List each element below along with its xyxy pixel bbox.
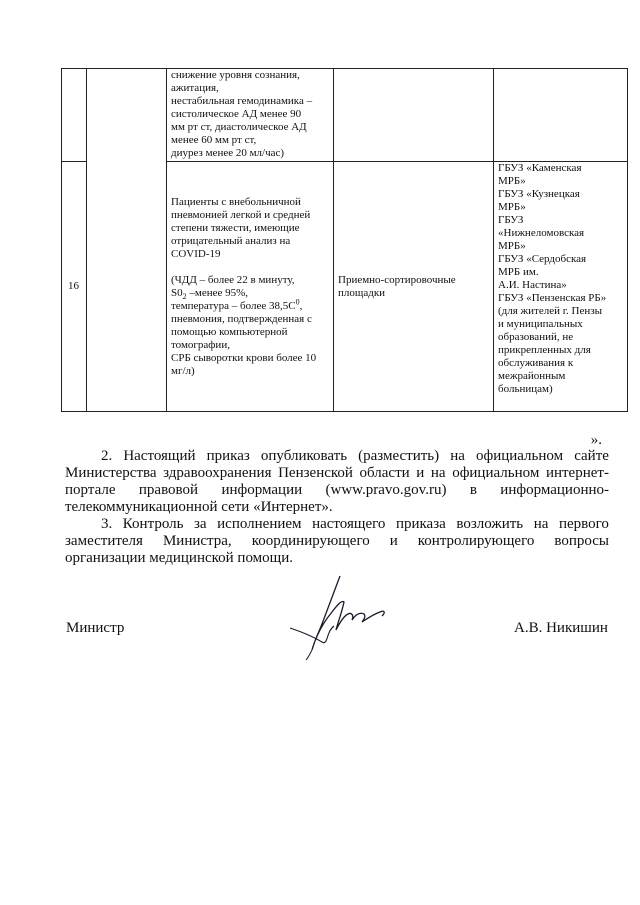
word: в [469, 482, 477, 498]
word: и [389, 533, 398, 549]
word: портале [65, 482, 116, 498]
word: Пензенской [278, 465, 353, 481]
criteria-line: нестабильная гемодинамика – [171, 95, 313, 107]
cell-number-empty [62, 69, 87, 162]
word: области [359, 465, 410, 481]
signatory-name: А.В. Никишин [514, 620, 608, 636]
word: контролирующего [417, 533, 535, 549]
criteria-line: мг/л) [171, 364, 195, 377]
cell-place-empty [334, 69, 494, 162]
criteria-line: томографии, [171, 338, 230, 351]
hospital-lines [498, 162, 623, 396]
word: официальном [452, 465, 540, 481]
hospital-line: ГБУЗ [498, 214, 524, 226]
word: исполнением [217, 516, 302, 532]
word: 3. [101, 516, 113, 532]
hospital-line: (для жителей г. Пензы [498, 305, 602, 317]
word: здравоохранения [163, 465, 272, 481]
word: приказа [395, 516, 446, 532]
word: на [533, 516, 549, 532]
word: сайте [574, 448, 609, 464]
word: (разместить) [358, 448, 440, 464]
hospital-line: межрайонным [498, 370, 566, 382]
cell-hospital-empty [494, 69, 628, 162]
place-line: Приемно-сортировочные [338, 273, 456, 286]
cell-hospitals-16 [494, 162, 628, 412]
criteria-line: пневмония, подтвержденная с [171, 312, 312, 325]
cell-criteria-continued [167, 69, 334, 162]
word: опубликовать [260, 448, 348, 464]
criteria-line: мм рт ст, диастолическое АД [171, 121, 307, 133]
word: информационно- [500, 482, 609, 498]
word: (www.pravo.gov.ru) [325, 482, 447, 498]
paragraph-publish-order [65, 448, 609, 516]
criteria-line: менее 60 мм рт ст, [171, 134, 257, 146]
place-lines [338, 274, 489, 300]
paragraph-control [65, 516, 609, 567]
word: официальном [475, 448, 564, 464]
word: и [416, 465, 425, 481]
word: интернет- [545, 465, 609, 481]
hospital-line: ГБУЗ «Пензенская РБ» [498, 292, 607, 304]
criteria-line: ажитация, [171, 82, 219, 94]
hospital-line: МРБ» [498, 175, 526, 187]
paragraph-line [65, 482, 609, 499]
hospital-line: ГБУЗ «Кузнецкая [498, 188, 580, 200]
word: за [194, 516, 207, 532]
handwritten-signature [282, 572, 402, 662]
hospital-line: ГБУЗ «Каменская [498, 162, 582, 174]
hospital-line: обслуживания к [498, 357, 574, 369]
closing-quote-mark: ». [590, 432, 602, 448]
signatory-title: Министр [66, 620, 125, 636]
hospital-routing-table [61, 68, 628, 412]
word: Министра, [162, 533, 232, 549]
word: вопросы [554, 533, 609, 549]
criteria-line: СРБ сыворотки крови более 10 [171, 351, 317, 364]
criteria-line-spo2: $S0_2$ –менее 95%, [171, 286, 249, 301]
word: Настоящий [123, 448, 196, 464]
word: Контроль [122, 516, 184, 532]
cell-category-empty [87, 69, 167, 412]
word: заместителя [65, 533, 143, 549]
paragraph-line [65, 533, 609, 550]
word: правовой [138, 482, 199, 498]
cell-place-16 [334, 162, 494, 412]
criteria-line: диурез менее 20 мл/час) [171, 147, 285, 159]
hospital-line: МРБ» [498, 240, 526, 252]
criteria-lines-main [171, 196, 329, 261]
criteria-line: пневмонией легкой и средней [171, 208, 311, 221]
word: настоящего [312, 516, 386, 532]
criteria-line: систолическое АД менее 90 [171, 108, 302, 120]
word: на [450, 448, 465, 464]
paragraph-2-rows [65, 448, 609, 499]
hospital-line: А.И. Настина» [498, 279, 567, 291]
place-line: площадки [338, 286, 386, 299]
paragraph-line [65, 465, 609, 482]
criteria-lines-extra [171, 313, 329, 378]
criteria-line-rr: (ЧДД – более 22 в минуту, [171, 273, 295, 286]
hospital-line: МРБ им. [498, 266, 539, 278]
word: информации [221, 482, 303, 498]
criteria-line: снижение уровня сознания, [171, 69, 300, 81]
hospital-line: «Нижнеломовская [498, 227, 585, 239]
hospital-line: образований, не [498, 331, 574, 343]
hospital-line: больницам) [498, 383, 553, 395]
criteria-line: степени тяжести, имеющие [171, 221, 300, 234]
hospital-line: прикрепленных для [498, 344, 591, 356]
criteria-line: помощью компьютерной [171, 325, 288, 338]
word: координирующего [251, 533, 370, 549]
criteria-line: COVID-19 [171, 247, 221, 260]
word: на [430, 465, 446, 481]
criteria-line: Пациенты с внебольничной [171, 195, 301, 208]
row-number: 16 [62, 162, 87, 412]
cell-criteria-16 [167, 162, 334, 412]
paragraph-2-last-line: телекоммуникационной сети «Интернет». [65, 499, 333, 515]
table-row-continued [62, 69, 628, 162]
paragraph-3-last-line: организации медицинской помощи. [65, 550, 293, 566]
hospital-line: МРБ» [498, 201, 526, 213]
paragraph-line [65, 516, 609, 533]
word: Министерства [65, 465, 157, 481]
word: возложить [456, 516, 524, 532]
word: первого [558, 516, 609, 532]
hospital-line: ГБУЗ «Сердобская [498, 253, 587, 265]
criteria-line: отрицательный анализ на [171, 234, 291, 247]
paragraph-line [65, 448, 609, 465]
word: 2. [101, 448, 113, 464]
hospital-line: и муниципальных [498, 318, 583, 330]
paragraph-3-rows [65, 516, 609, 550]
word: приказ [206, 448, 250, 464]
criteria-continued-lines [171, 69, 329, 160]
criteria-line-temperature: температура – более $38,5С^0$, [171, 296, 303, 312]
